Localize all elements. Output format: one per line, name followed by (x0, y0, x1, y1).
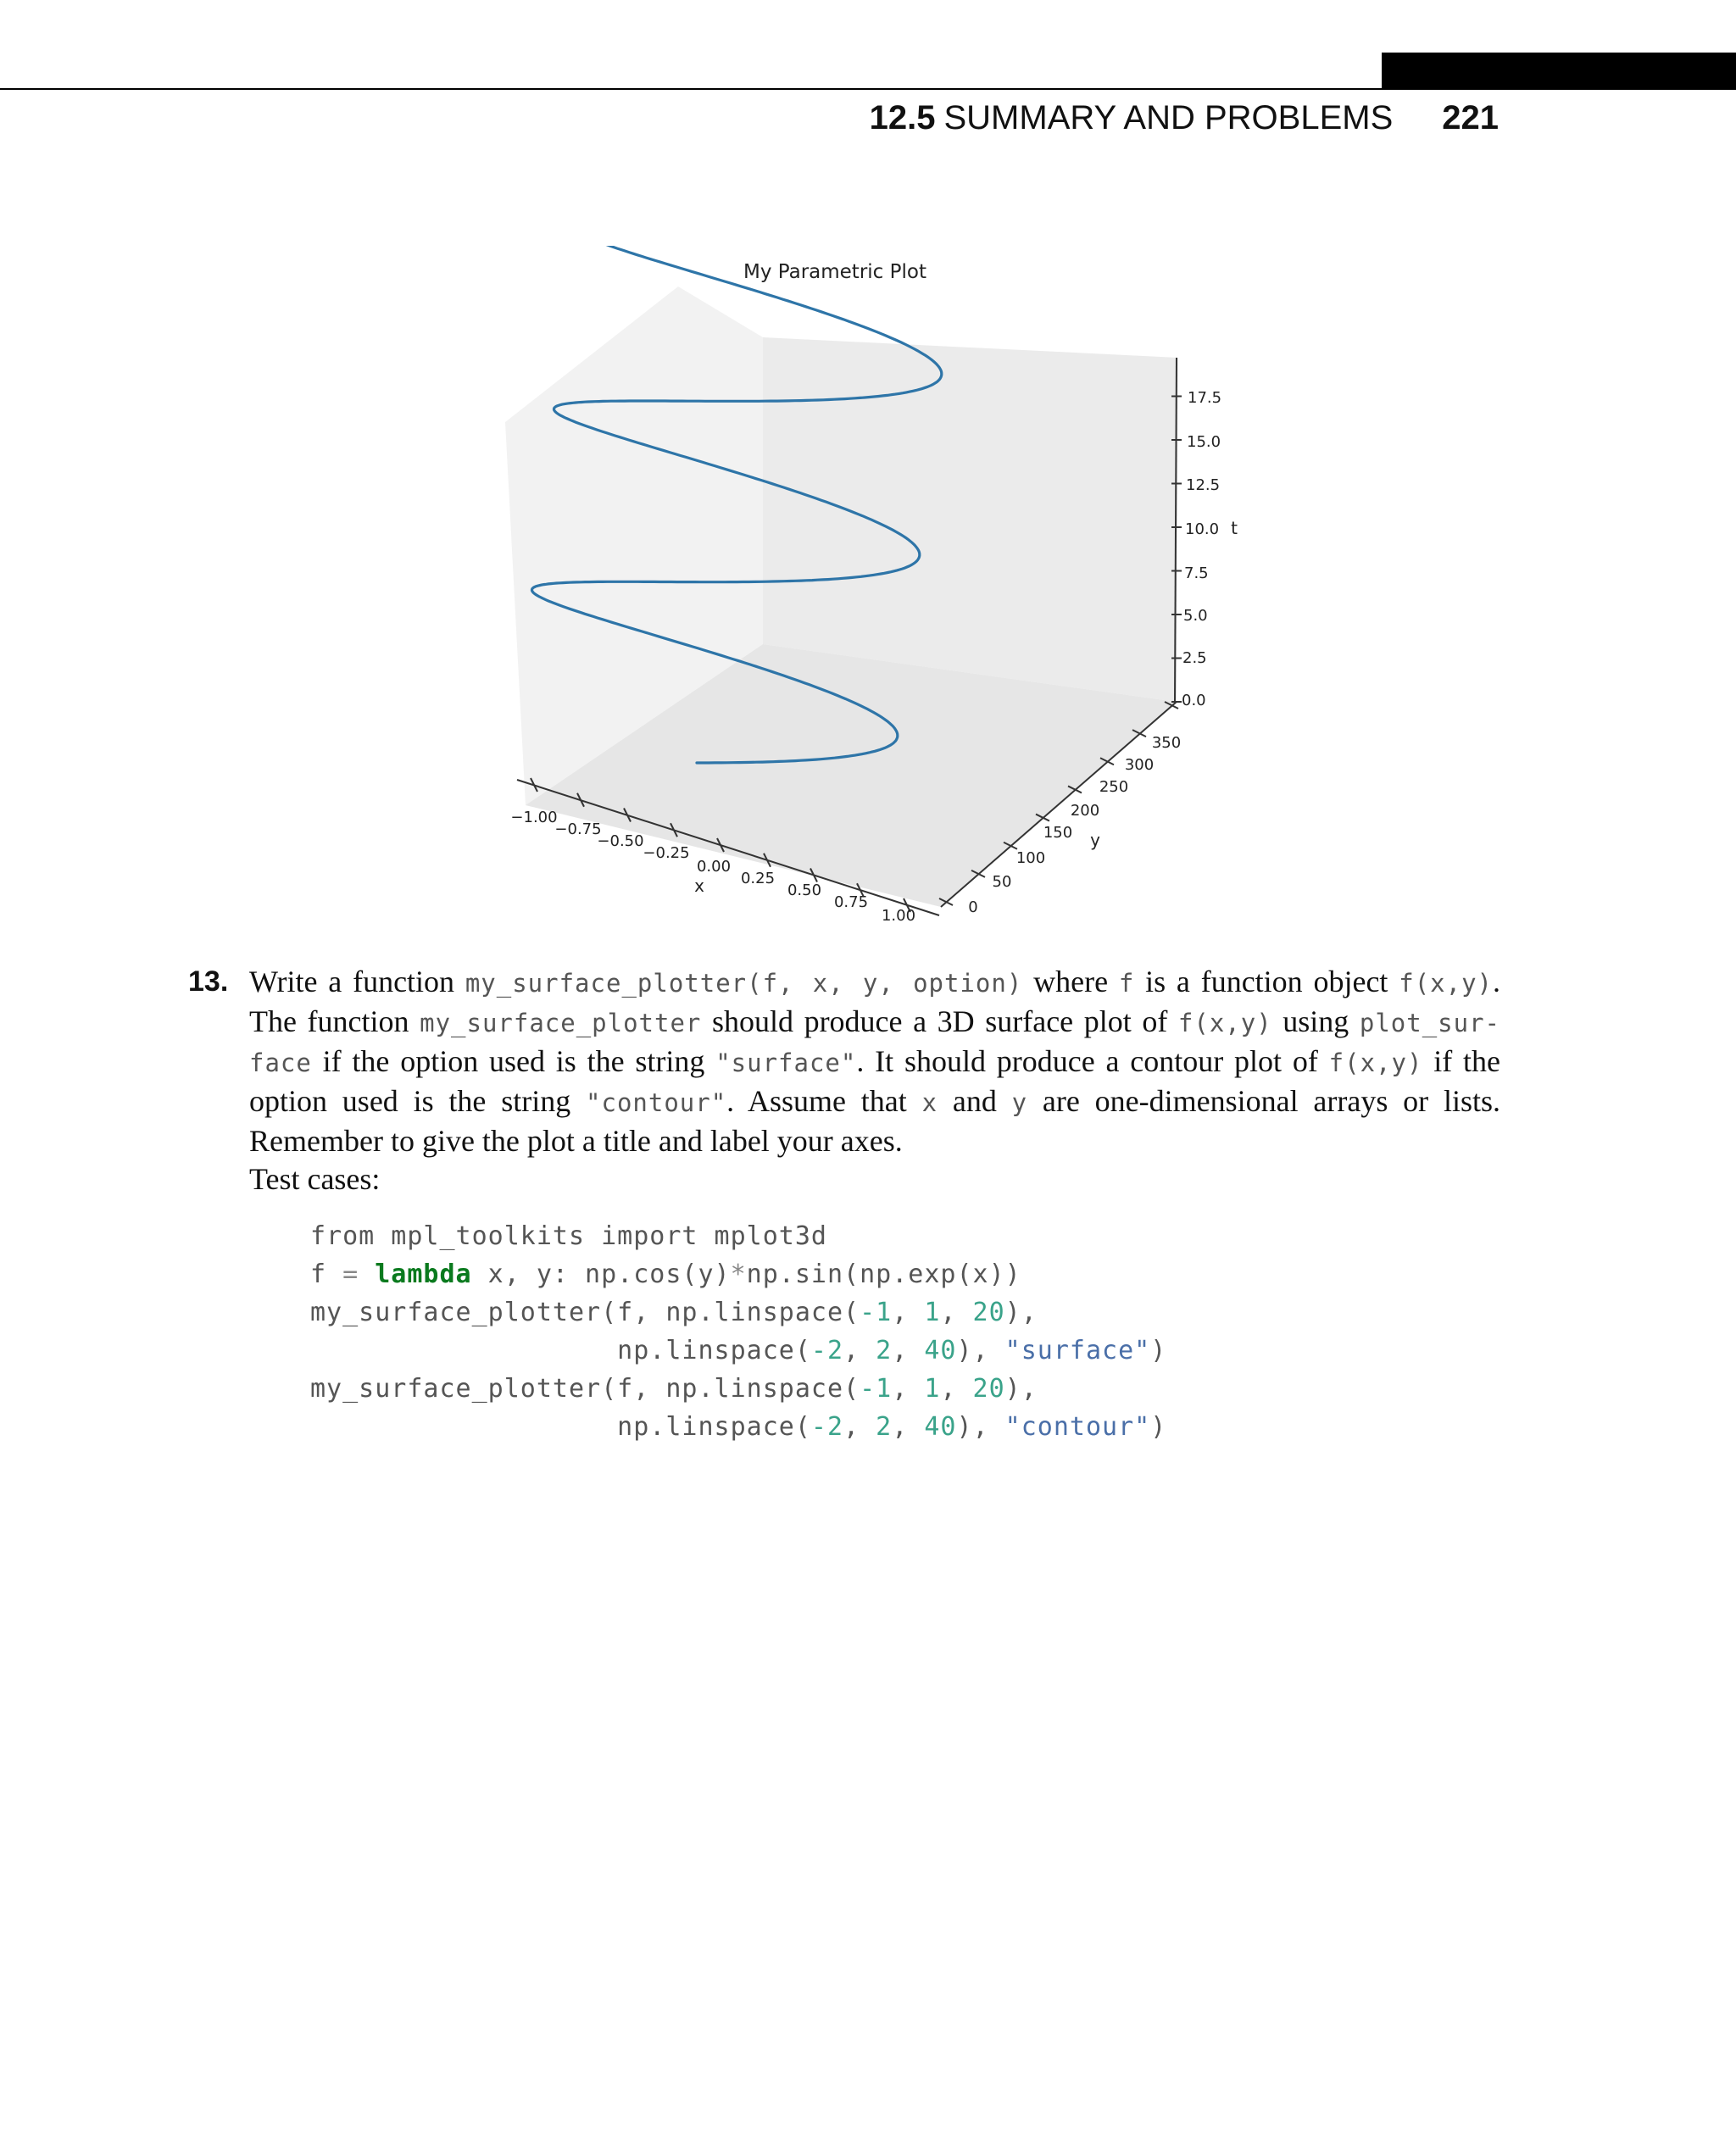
code-token: x, y: np.cos(y) (471, 1260, 731, 1289)
code-token: ), (1004, 1374, 1038, 1404)
code-token: ) (1150, 1412, 1167, 1442)
z-tick-label: 7.5 (1184, 564, 1209, 582)
problem-number: 13. (188, 965, 229, 998)
inline-code: "contour" (586, 1088, 727, 1117)
code-token: my_surface_plotter(f, np.linspace( (310, 1374, 860, 1404)
code-token: , (843, 1412, 876, 1442)
y-tick-label: 300 (1124, 756, 1155, 774)
text-run: Write a function (249, 965, 465, 998)
code-number: -2 (810, 1336, 844, 1365)
plot-svg (475, 246, 1271, 941)
code-token: ) (1150, 1336, 1167, 1365)
x-tick-label: 0.25 (740, 870, 776, 887)
text-run: should produce a 3D surface plot of (701, 1004, 1178, 1038)
inline-code: f(x,y) (1177, 1009, 1272, 1037)
code-number: -1 (860, 1374, 893, 1404)
code-token: my_surface_plotter(f, np.linspace( (310, 1298, 860, 1327)
z-axis-label: t (1231, 518, 1238, 538)
inline-code: plot_sur-face (249, 1009, 1500, 1077)
code-token: np.linspace( (310, 1336, 811, 1365)
inline-code: my_surface_plotter (420, 1009, 702, 1037)
code-line (310, 1298, 1038, 1327)
problem-body (249, 963, 1500, 1198)
code-number: 40 (924, 1412, 957, 1442)
code-token: np.linspace( (310, 1412, 811, 1442)
code-number: 1 (924, 1374, 941, 1404)
y-tick-label: 150 (1043, 824, 1073, 842)
code-token: , (940, 1374, 973, 1404)
code-string: "contour" (1004, 1412, 1151, 1442)
code-token: , (843, 1336, 876, 1365)
code-operator: * (730, 1260, 747, 1289)
page-number: 221 (1442, 99, 1499, 136)
code-line (310, 1260, 1021, 1289)
code-token: f (310, 1260, 343, 1289)
code-number: 40 (924, 1336, 957, 1365)
x-tick-label: 0.75 (833, 893, 869, 911)
y-tick-label: 50 (992, 873, 1012, 891)
code-line (310, 1336, 1166, 1365)
z-tick-label: 10.0 (1185, 520, 1220, 538)
inline-code: f(x,y) (1328, 1048, 1423, 1077)
code-block (310, 1217, 1166, 1446)
text-run: if the option used is the string (249, 1044, 1500, 1118)
text-run: if the option used is the string (311, 1044, 716, 1078)
code-number: 20 (972, 1374, 1005, 1404)
problem-13 (188, 963, 1500, 1198)
parametric-plot-figure (475, 246, 1271, 941)
inline-code: y (1011, 1088, 1028, 1117)
text-run: where (1022, 965, 1119, 998)
x-tick-label: −0.50 (597, 832, 644, 850)
inline-code: f(x,y) (1399, 969, 1493, 998)
z-tick-label: 17.5 (1188, 389, 1222, 407)
x-axis-label: x (694, 876, 704, 896)
code-line: from mpl_toolkits import mplot3d (310, 1221, 827, 1251)
code-line (310, 1374, 1038, 1404)
code-line (310, 1412, 1166, 1442)
inline-code: f (1118, 969, 1135, 998)
problem-statement (249, 963, 1500, 1160)
code-keyword: lambda (359, 1260, 472, 1289)
text-run: . Assume that (726, 1084, 922, 1118)
code-token: , (892, 1298, 925, 1327)
z-tick-label: 15.0 (1187, 433, 1221, 451)
x-tick-label: −1.00 (510, 809, 558, 826)
section-title: SUMMARY AND PROBLEMS (943, 99, 1394, 136)
code-token: , (892, 1412, 925, 1442)
text-run: is a function object (1134, 965, 1399, 998)
text-run: are one-dimensional arrays or lists. Remember to give the plot a title and label your axes. (249, 1084, 1501, 1158)
section-number: 12.5 (869, 99, 936, 136)
code-token: , (940, 1298, 973, 1327)
code-number: -1 (860, 1298, 893, 1327)
text-run: . The function (249, 965, 1500, 1038)
plot-title: My Parametric Plot (743, 261, 926, 283)
inline-code: my_surface_plotter(f, x, y, option) (465, 969, 1023, 998)
code-number: -2 (810, 1412, 844, 1442)
header-rule (0, 88, 1736, 90)
code-number: 1 (924, 1298, 941, 1327)
code-operator: = (342, 1260, 359, 1289)
x-tick-label: 0.00 (696, 858, 732, 876)
test-cases-label: Test cases: (249, 1162, 381, 1196)
inline-code: x (921, 1088, 938, 1117)
header-tab-bar (1382, 53, 1736, 90)
code-token: ), (1004, 1298, 1038, 1327)
code-number: 2 (876, 1336, 893, 1365)
back-right-pane (763, 337, 1178, 702)
running-header (870, 92, 1499, 144)
code-token: ), (956, 1412, 1005, 1442)
code-token: , (892, 1374, 925, 1404)
code-string: "surface" (1004, 1336, 1151, 1365)
x-tick-label: −0.25 (643, 844, 690, 862)
code-token: , (892, 1336, 925, 1365)
y-tick-label: 0 (968, 898, 978, 916)
code-number: 20 (972, 1298, 1005, 1327)
y-tick-label: 200 (1070, 802, 1100, 820)
x-tick-label: −0.75 (554, 820, 602, 838)
code-token: ), (956, 1336, 1005, 1365)
text-run: and (938, 1084, 1012, 1118)
y-tick-label: 350 (1151, 734, 1182, 752)
inline-code: "surface" (715, 1048, 857, 1077)
z-tick-labels (1182, 389, 1221, 709)
y-tick-label: 250 (1099, 778, 1129, 796)
code-number: 2 (876, 1412, 893, 1442)
code-token: np.sin(np.exp(x)) (746, 1260, 1021, 1289)
z-tick-label: 0.0 (1182, 692, 1206, 709)
z-tick-label: 2.5 (1182, 649, 1207, 667)
x-tick-label: 0.50 (787, 881, 822, 899)
x-tick-label: 1.00 (881, 907, 916, 925)
y-axis-label: y (1090, 830, 1100, 850)
z-tick-label: 5.0 (1183, 607, 1208, 625)
y-tick-label: 100 (1015, 849, 1046, 867)
text-run: using (1271, 1004, 1360, 1038)
z-tick-label: 12.5 (1186, 476, 1221, 494)
text-run: . It should produce a contour plot of (856, 1044, 1329, 1078)
